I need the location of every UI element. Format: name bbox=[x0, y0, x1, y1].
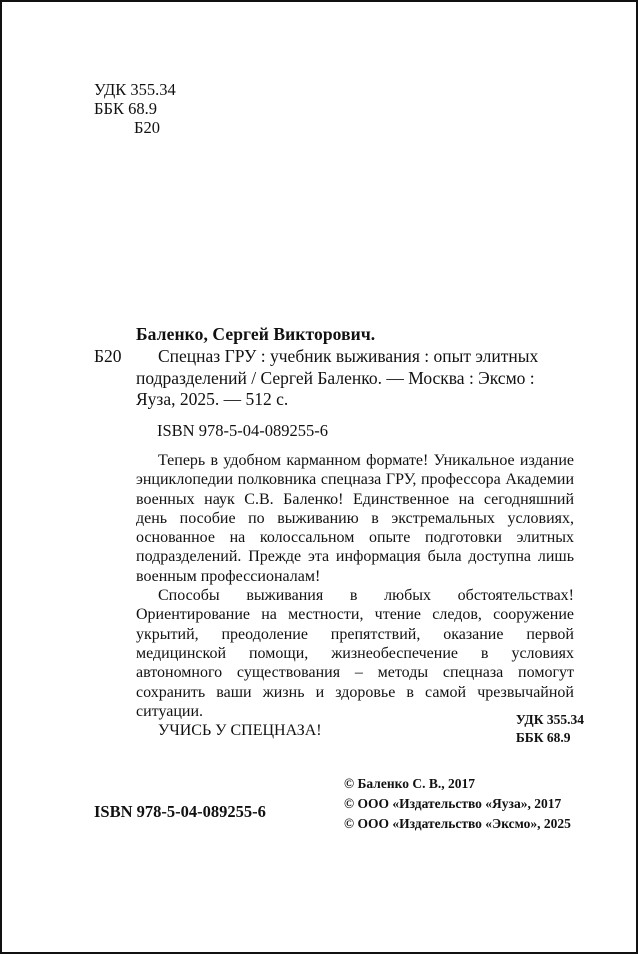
copyright-line: © ООО «Издательство «Эксмо», 2025 bbox=[344, 816, 571, 831]
copyright-block bbox=[344, 774, 571, 834]
isbn-bottom: ISBN 978-5-04-089255-6 bbox=[94, 802, 266, 821]
biblio-line: Спецназ ГРУ : учебник выживания : опыт элитных bbox=[158, 346, 539, 366]
udk-code: УДК 355.34 bbox=[94, 80, 176, 99]
author-heading: Баленко, Сергей Викторович. bbox=[136, 324, 376, 344]
annotation bbox=[136, 451, 574, 740]
udk-code: УДК 355.34 bbox=[515, 712, 584, 727]
classification-codes-top bbox=[94, 80, 176, 137]
biblio-line: Яуза, 2025. — 512 с. bbox=[136, 389, 289, 409]
catalog-isbn: ISBN 978-5-04-089255-6 bbox=[157, 421, 328, 440]
bbk-code: ББК 68.9 bbox=[515, 730, 571, 745]
annotation-paragraph: Способы выживания в любых обстоятельствах! Ориентирование на местности, чтение следов, сооружение укрытий, преодоление препятствий, оказание первой медицинской помощи, жизнеобеспечение в условиях автономного существования – методы спецназа помогут сохранить ваши жизнь и здоровье в самой чрезвычайной ситуации. bbox=[136, 587, 574, 720]
annotation-paragraph: Теперь в удобном карманном формате! Уникальное издание энциклопедии полковника спецназа ГРУ, профессора Академии военных наук С.В. Баленко! Единственное на сегодняшний день пособие по выживанию в экстремальных условиях, основанное на колоссальном опыте подготовки элитных подразделений. Прежде эта информация была доступна лишь военным профессионалам! bbox=[136, 452, 574, 585]
author-mark: Б20 bbox=[134, 118, 160, 137]
classification-codes-bottom bbox=[516, 711, 584, 747]
catalog-author-mark: Б20 bbox=[94, 346, 122, 366]
annotation-callout: УЧИСЬ У СПЕЦНАЗА! bbox=[158, 722, 322, 740]
bbk-code: ББК 68.9 bbox=[94, 99, 157, 118]
biblio-line: подразделений / Сергей Баленко. — Москва : Эксмо : bbox=[136, 367, 535, 388]
copyright-line: © ООО «Издательство «Яуза», 2017 bbox=[344, 796, 562, 811]
bibliographic-description bbox=[136, 346, 574, 411]
copyright-line: © Баленко С. В., 2017 bbox=[344, 776, 475, 791]
